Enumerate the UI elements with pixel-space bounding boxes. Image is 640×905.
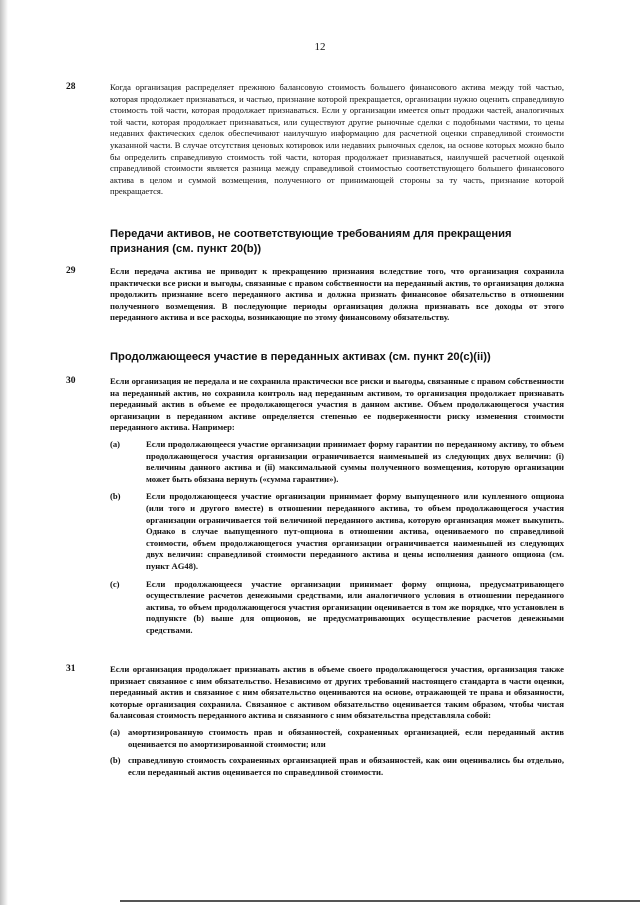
paragraph-text: Если организация не передала и не сохранила практически все риски и выгоды, связанные с правом собственности на переданный актив, но сохранила контроль над переданным активом, то организация продолжает признавать переданный актив в объеме ее продолжающегося участия в данном активе. Объем продолжающегося участия организации в переданном активе определяется степенью ее подверженности риску изменения стоимости переданного актива. Например:: [110, 376, 564, 433]
list-item: [110, 491, 564, 572]
list-item: [110, 439, 564, 485]
paragraph-text: Когда организация распределяет прежнюю балансовую стоимость большего финансового актива между той частью, которая продолжает признаваться, и частью, признание которой прекращается, организации нужно оценить справедливую стоимость той части, которая продолжает признаваться. Если у организации имеется опыт продажи частей, аналогичных той части, которая продолжает признаваться, или существуют другие рыночные сделки с подобными частями, то цены недавних фактических сделок обеспечивают наилучшую информацию для расчетной оценки справедливой стоимости указанной части. В случае отсутствия ценовых котировок или недавних рыночных сделок, на основе которых можно было бы определить справедливую стоимость той части, которая продолжает признаваться, наилучшей расчетной оценкой справедливой стоимости является разница между справедливой стоимостью соответствующего большего финансового актива в целом и суммой возмещения, полученного от принимающей стороны за ту часть, признание которой прекращается.: [110, 82, 564, 197]
paragraph-number: 31: [66, 664, 76, 674]
paragraph-29: [66, 266, 564, 324]
scan-edge-shadow: [0, 0, 8, 905]
page-number: 12: [314, 41, 326, 53]
list-item: [110, 755, 564, 778]
section-heading-derecognition: Передачи активов, не соответствующие требованиям для прекращения признания (см. пункт 20(b)): [110, 228, 512, 255]
paragraph-31: [66, 664, 564, 778]
list-item: [110, 727, 564, 750]
list-item-text: Если продолжающееся участие организации принимает форму опциона, предусматривающего осуществление расчетов денежными средствами, или аналогичного условия в отношении переданного актива, то объем продолжающегося участия организации оценивается в том же порядке, что установлен в подпункте (b) выше для опционов, не предусматривающих осуществление расчетов денежными средствами.: [146, 578, 564, 635]
list-item-label: (b): [110, 491, 121, 502]
list-item-text: справедливую стоимость сохраненных организацией прав и обязанностей, как они оценивались бы отдельно, если переданный актив оценивается по справедливой стоимости.: [128, 755, 564, 777]
paragraph-30: [66, 376, 564, 636]
list-item: [110, 579, 564, 637]
list-item-label: (c): [110, 578, 120, 589]
paragraph-text: Если передача актива не приводит к прекращению признания вследствие того, что организация сохранила практически все риски и выгоды, связанные с правом собственности на переданный актив, то организация должна продолжить признание всего переданного актива и должна признать финансовое обязательство в отношении полученного возмещения. В последующие периоды организация должна признавать все доходы от этого переданного актива и все расходы, возникающие по этому финансовому обязательству.: [110, 266, 564, 323]
paragraph-number: 29: [66, 266, 76, 276]
list-item-label: (a): [110, 726, 121, 737]
list-item-text: амортизированную стоимость прав и обязанностей, сохраненных организацией, если переданный актив оценивается по амортизированной стоимости; или: [128, 726, 564, 749]
paragraph-28: [66, 82, 564, 198]
paragraph-text: Если организация продолжает признавать актив в объеме своего продолжающегося участия, организация также признает связанное с ним обязательство. Независимо от других требований настоящего стандарта в части оценки, переданный актив и связанное с ним обязательство оцениваются на основе, отражающей те права и обязанности, которые организация сохранила. Связанное с активом обязательство оценивается таким образом, чтобы чистая балансовая стоимость переданного актива и связанного с ним обязательства представляла собой:: [110, 664, 564, 721]
section-heading-continuing-involvement: Продолжающееся участие в переданных активах (см. пункт 20(c)(ii)): [110, 351, 491, 363]
scan-bottom-edge: [120, 900, 640, 902]
list-item-label: (b): [110, 755, 121, 766]
paragraph-number: 28: [66, 82, 76, 92]
list-item-text: Если продолжающееся участие организации принимает форму выпущенного или купленного опциона (или того и другого вместе) в отношении переданного актива, то объем продолжающегося участия организации ограничивается той величиной переданного актива, которую организация может выкупить. Однако в случае выпущенного пут-опциона в отношении актива, оцениваемого по справедливой стоимости, объем продолжающегося участия организации ограничивается наименьшей из следующих двух величин: справедливой стоимости переданного актива и цены исполнения данного опциона (см. пункт AG48).: [146, 491, 564, 571]
paragraph-number: 30: [66, 376, 76, 386]
list-item-label: (a): [110, 438, 121, 449]
list-item-text: Если продолжающееся участие организации принимает форму гарантии по переданному активу, то объем продолжающегося участия организации ограничивается наименьшей из следующих двух величин: (i) величины данного актива и (ii) максимальной суммы полученного возмещения, которую организации может быть обязана вернуть («сумма гарантии»).: [146, 438, 564, 484]
